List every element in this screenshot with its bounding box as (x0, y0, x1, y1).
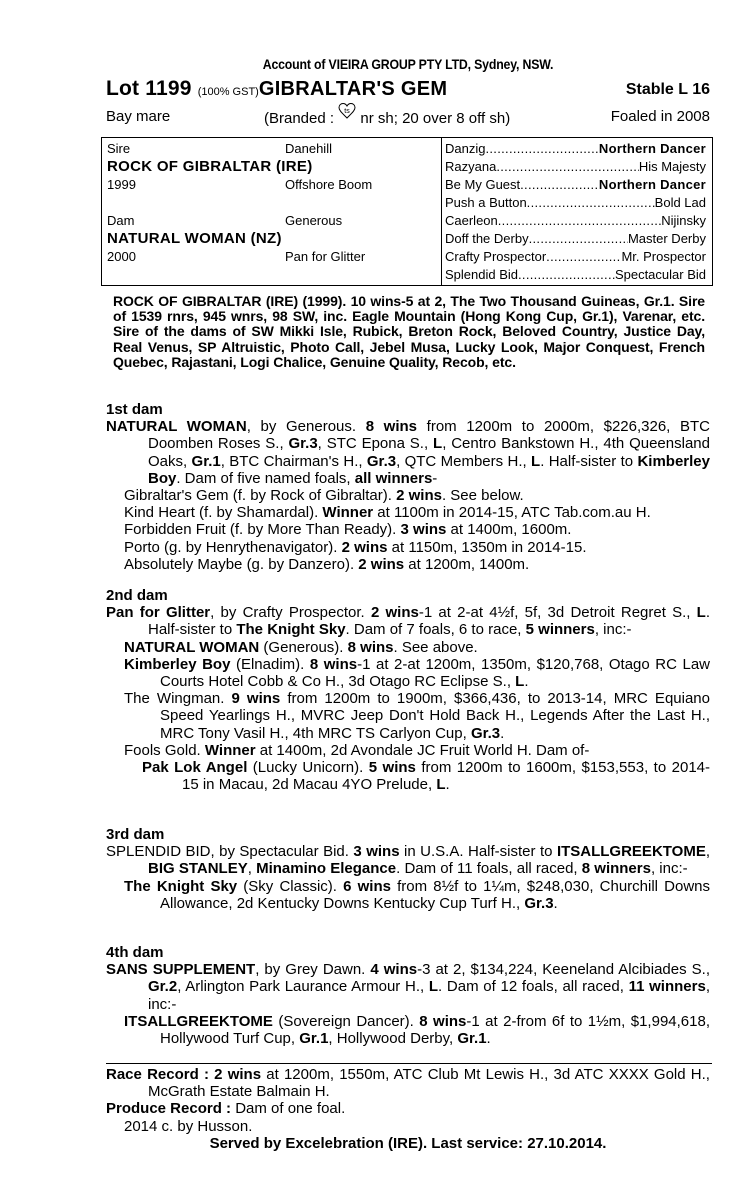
progeny-entry: Fools Gold. Winner at 1400m, 2d Avondale JC Fruit World H. Dam of- (124, 741, 590, 759)
third-dam-heading: 3rd dam (106, 826, 165, 843)
fourth-dam-heading: 4th dam (106, 944, 164, 961)
foaled-year: Foaled in 2008 (610, 108, 710, 125)
second-dam-section (106, 587, 710, 793)
brand-description (264, 108, 510, 127)
first-dam-entry: NATURAL WOMAN, by Generous. 8 wins from 1200m to 2000m, $226,326, BTC Doomben Roses S., Gr.3, STC Epona S., L, Centro Bankstown H., 4th Queensland Oaks, Gr.1, BTC Chairman's H., Gr.3, QTC Members H., L. Half-sister to Kimberley Boy. Dam of five named foals, all winners- (106, 418, 710, 487)
third-dam-section (106, 826, 710, 912)
third-dam-entry: SPLENDID BID, by Spectacular Bid. 3 wins in U.S.A. Half-sister to ITSALLGREEKTOME, BIG STANLEY, Minamino Elegance. Dam of 11 foals, all raced, 8 winners, inc:- (106, 843, 711, 878)
race-record: Race Record : 2 wins at 1200m, 1550m, ATC Club Mt Lewis H., 3d ATC XXXX Gold H., McGrath Estate Balmain H. (106, 1066, 710, 1101)
grandparent-row: Push a Button ..... Bold Lad (445, 194, 706, 212)
service-note: Served by Excelebration (IRE). Last service: 27.10.2014. (209, 1134, 607, 1152)
sire-dam: Offshore Boom (285, 177, 373, 192)
dam-name: NATURAL WOMAN (NZ) (107, 230, 282, 247)
grandparent-row: Danzig ..... Northern Dancer (445, 140, 706, 158)
dam-dam: Pan for Glitter (285, 249, 366, 264)
brand-suffix: nr sh; 20 over 8 off sh) (360, 110, 511, 127)
gst-note: (100% GST) (197, 86, 259, 98)
sire-label: Sire (107, 141, 131, 156)
horse-info-line (106, 108, 710, 128)
second-dam-heading: 2nd dam (106, 587, 168, 604)
fourth-dam-section (106, 944, 710, 1047)
progeny-entry: Absolutely Maybe (g. by Danzero). 2 wins at 1200m, 1400m. (124, 555, 530, 573)
records-section (106, 1066, 710, 1152)
pedigree-divider (441, 138, 442, 285)
sire-year: 1999 (107, 177, 136, 192)
produce-record: Produce Record : Dam of one foal. (106, 1100, 346, 1118)
heart-ts-brand-icon (338, 108, 356, 124)
first-dam-section (106, 401, 710, 573)
grandparent-row: Doff the Derby ..... Master Derby (445, 230, 706, 248)
vendor-account: Account of VIEIRA GROUP PTY LTD, Sydney, NSW. (262, 56, 554, 72)
svg-text:ts: ts (344, 108, 350, 115)
lot-heading (106, 77, 447, 101)
dam-label: Dam (107, 213, 135, 228)
sire-sire: Danehill (285, 141, 332, 156)
progeny-entry: Kind Heart (f. by Shamardal). Winner at 1100m in 2014-15, ATC Tab.com.au H. (124, 504, 651, 522)
sire-name: ROCK OF GIBRALTAR (IRE) (107, 158, 313, 175)
stable-location: Stable L 16 (625, 81, 710, 98)
progeny-entry: The Wingman. 9 wins from 1200m to 1900m, $366,436, to 2013-14, MRC Equiano Speed Yearlings H., MVRC Jeep Don't Hold Back H., Legends After the Last H., MRC Tony Vasil H., 4th MRC TS Carlyon Cup, Gr.3. (124, 690, 710, 742)
grandparent-row: Be My Guest ..... Northern Dancer (445, 176, 706, 194)
dam-sire: Generous (285, 213, 343, 228)
brand-prefix: (Branded : (264, 110, 335, 127)
second-dam-entry: Pan for Glitter, by Crafty Prospector. 2 wins-1 at 2-at 4½f, 5f, 3d Detroit Regret S., L. Half-sister to The Knight Sky. Dam of 7 foals, 6 to race, 5 winners, inc:- (106, 604, 711, 639)
grandparent-row: Splendid Bid ..... Spectacular Bid (445, 266, 706, 284)
section-divider (106, 1063, 712, 1064)
grandparent-row: Razyana ..... His Majesty (445, 158, 706, 176)
horse-name: GIBRALTAR'S GEM (258, 78, 448, 100)
sire-summary: ROCK OF GIBRALTAR (IRE) (1999). 10 wins-5 at 2, The Two Thousand Guineas, Gr.1. Sire of 1539 rnrs, 945 wnrs, 98 SW, inc. Eagle Mountain (Hong Kong Cup, Gr.1), Varenar, etc. Sire of the dams of SW Mikki Isle, Rubick, Breton Rock, Beloved Country, Justice Day, Real Venus, SP Altruistic, Photo Call, Jebel Musa, Lucky Look, Major Conquest, French Quebec, Rajastani, Logi Chalice, Genuine Quality, Recob, etc. (113, 293, 705, 370)
progeny-entry: NATURAL WOMAN (Generous). 8 wins. See above. (124, 638, 478, 656)
progeny-entry: Kimberley Boy (Elnadim). 8 wins-1 at 2-at 1200m, 1350m, $120,768, Otago RC Law Courts Hotel Cobb & Co H., 3d Otago RC Eclipse S., L. (124, 655, 711, 691)
pedigree-grandparents (445, 140, 706, 284)
grandparent-row: Caerleon ..... Nijinsky (445, 212, 706, 230)
progeny-entry: Forbidden Fruit (f. by More Than Ready). 3 wins at 1400m, 1600m. (124, 521, 572, 539)
lot-title-line (106, 77, 710, 103)
sex-colour: Bay mare (106, 108, 171, 125)
dam-year: 2000 (107, 249, 136, 264)
progeny-entry: ITSALLGREEKTOME (Sovereign Dancer). 8 wins-1 at 2-from 6f to 1½m, $1,994,618, Hollywood Turf Cup, Gr.1, Hollywood Derby, Gr.1. (124, 1012, 710, 1048)
produce-foal: 2014 c. by Husson. (124, 1117, 253, 1135)
grand-progeny-entry: Pak Lok Angel (Lucky Unicorn). 5 wins from 1200m to 1600m, $153,553, to 2014-15 in Macau, 2d Macau 4YO Prelude, L. (142, 759, 710, 794)
pedigree-parents (107, 140, 437, 266)
progeny-entry: Gibraltar's Gem (f. by Rock of Gibraltar). 2 wins. See below. (124, 487, 524, 505)
progeny-entry: Porto (g. by Henrythenavigator). 2 wins at 1150m, 1350m in 2014-15. (124, 538, 587, 556)
lot-number: Lot 1199 (106, 77, 192, 100)
progeny-entry: The Knight Sky (Sky Classic). 6 wins from 8½f to 1¼m, $248,030, Churchill Downs Allowance, 2d Kentucky Downs Kentucky Cup Turf H., Gr.3. (124, 877, 710, 912)
pedigree-table (101, 137, 713, 286)
first-dam-heading: 1st dam (106, 401, 163, 418)
grandparent-row: Crafty Prospector ..... Mr. Prospector (445, 248, 706, 266)
fourth-dam-entry: SANS SUPPLEMENT, by Grey Dawn. 4 wins-3 at 2, $134,224, Keeneland Alcibiades S., Gr.2, Arlington Park Laurance Armour H., L. Dam of 12 foals, all raced, 11 winners, inc:- (106, 961, 710, 1013)
